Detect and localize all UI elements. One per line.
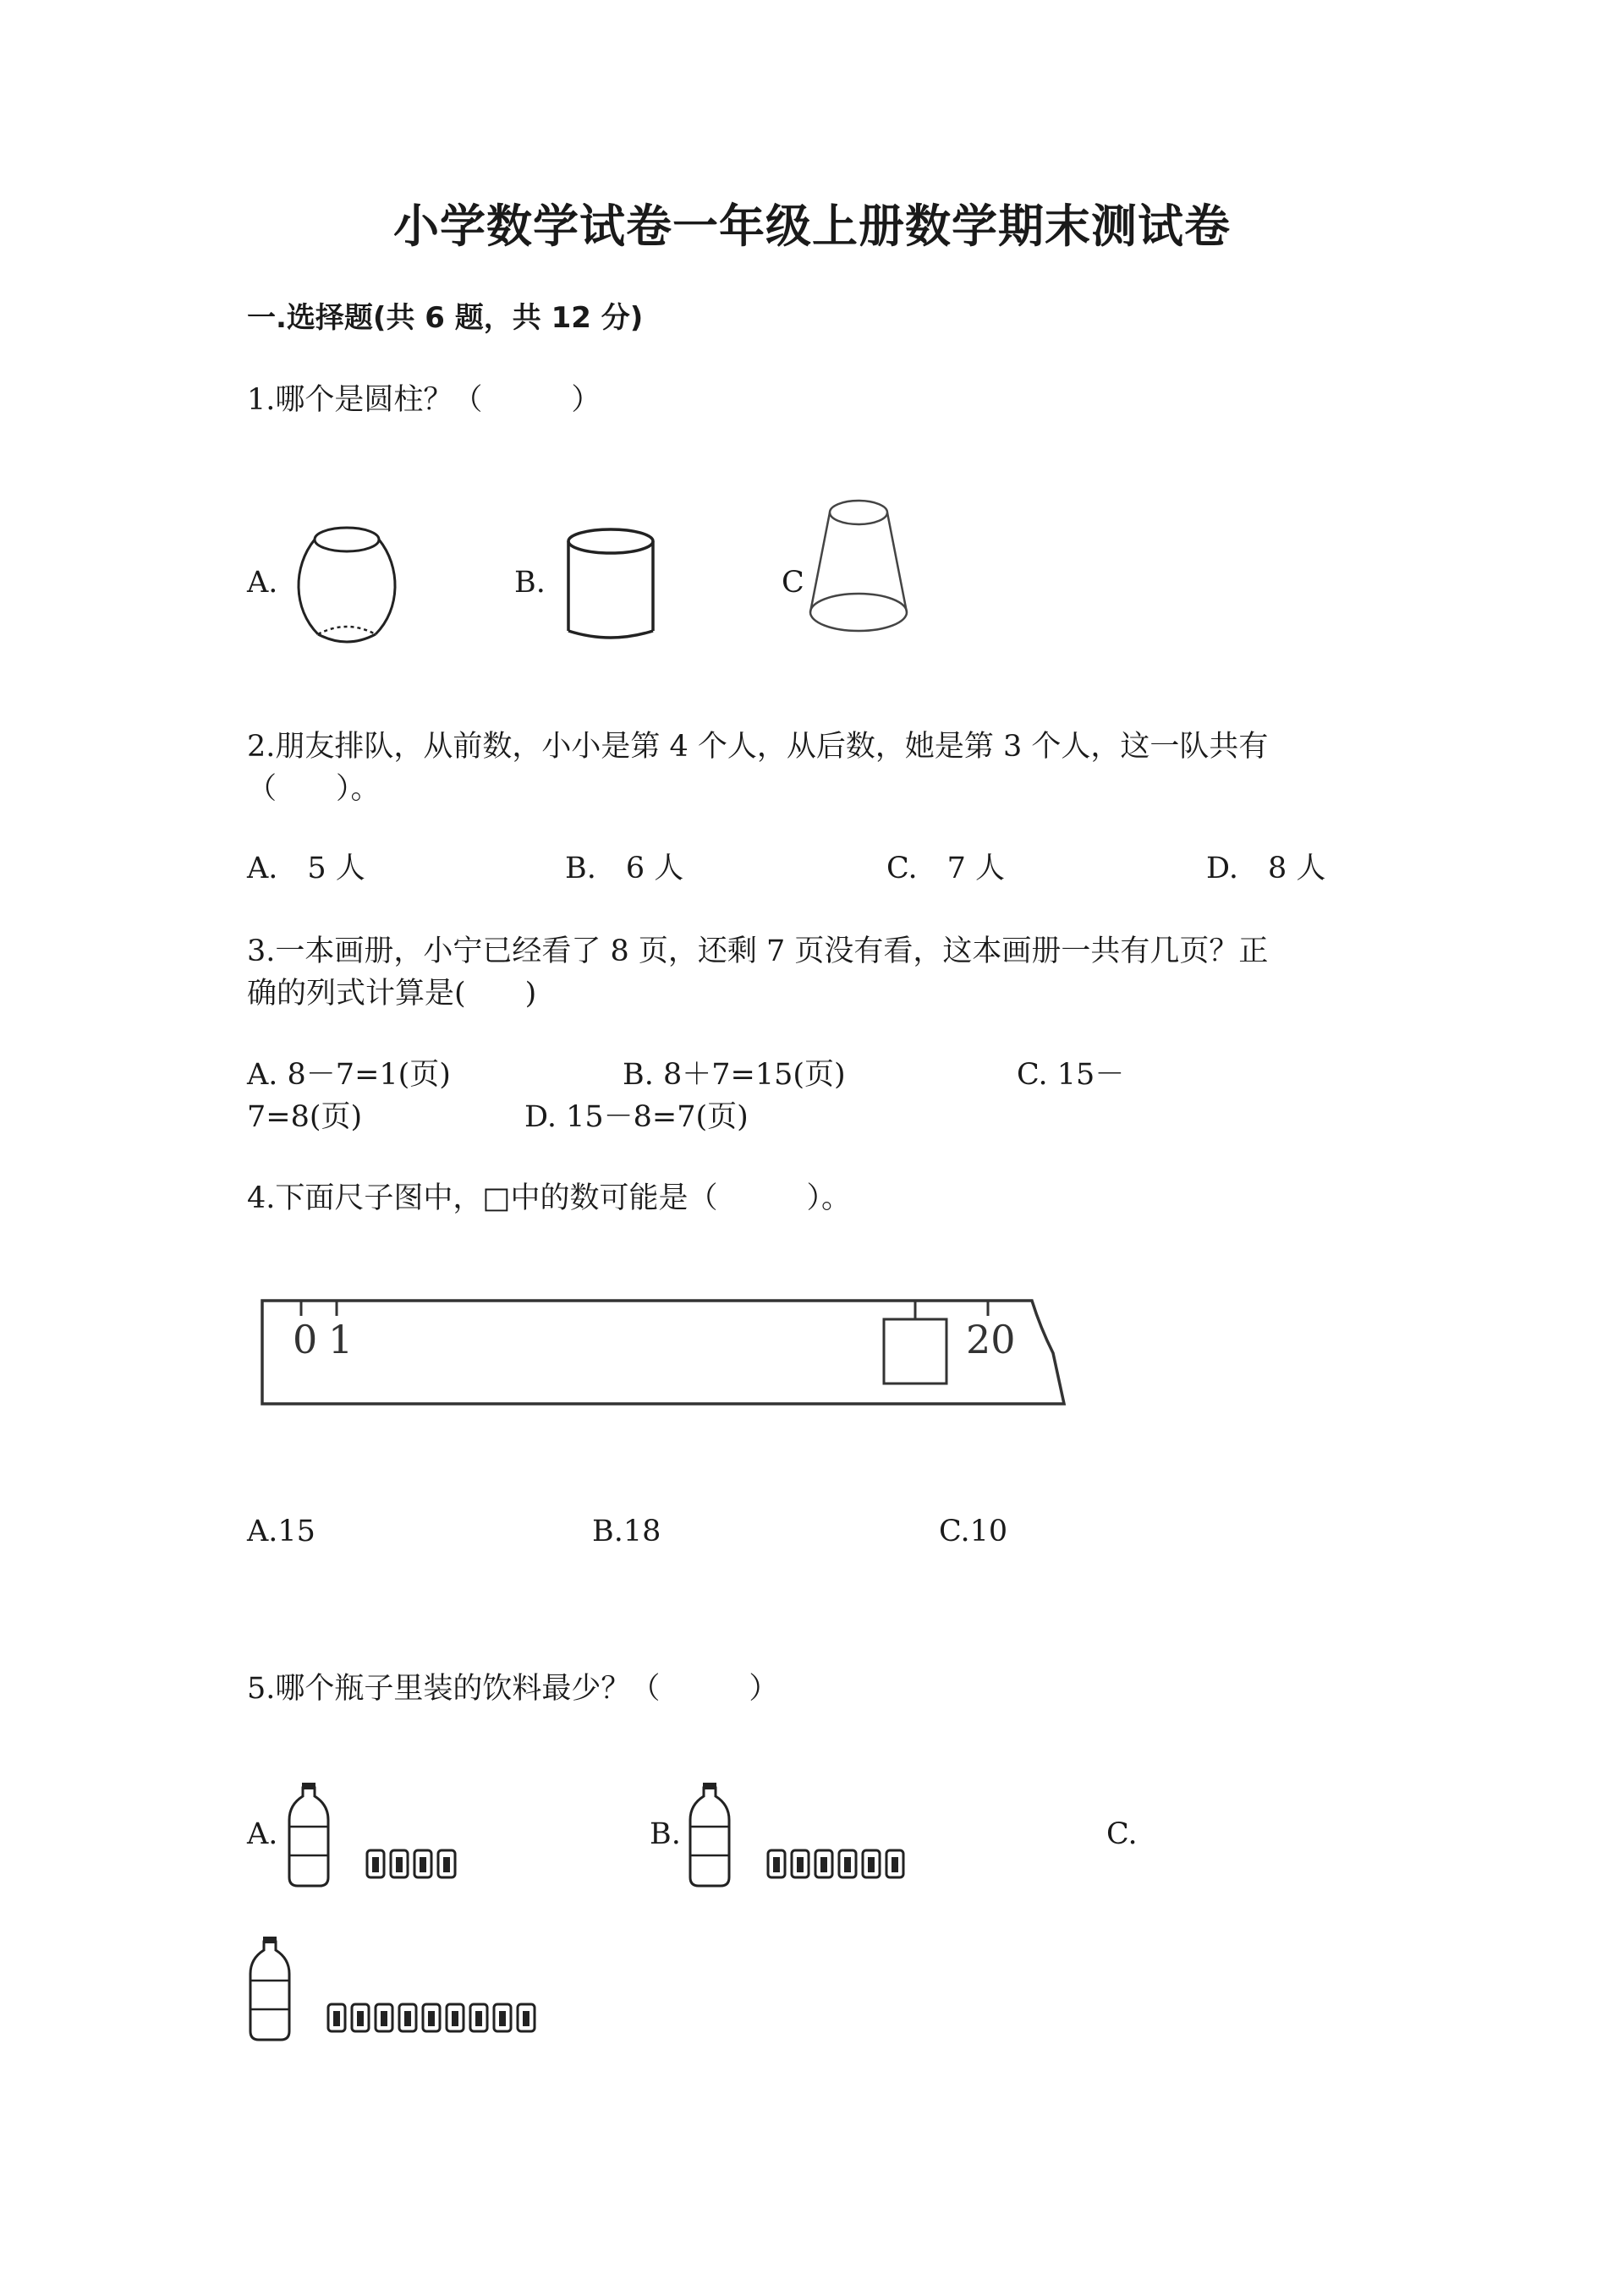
bottle-icon (289, 1783, 328, 1886)
ruler-figure (254, 1294, 1074, 1421)
blank-box (884, 1319, 946, 1384)
question-4-stem: 4.下面尺子图中，□中的数可能是（ ）。 (247, 1181, 851, 1215)
q5-option-a-label: A. (247, 1817, 278, 1851)
ruler-label-1: 1 (328, 1317, 354, 1362)
section-heading: 一.选择题(共 6 题，共 12 分) (247, 301, 644, 335)
q5-option-c-label: C. (1106, 1817, 1138, 1851)
bottle-group-a (286, 1783, 489, 1893)
ruler-label-0: 0 (293, 1317, 318, 1362)
q2-option-a: A. 5 人 (247, 852, 365, 885)
question-1-stem: 1.哪个是圆柱？（ ） (247, 383, 601, 417)
q2-option-d: D. 8 人 (1206, 852, 1326, 885)
q3-option-d: D. 15－8=7(页) (524, 1100, 749, 1134)
ruler-label-20: 20 (966, 1317, 1016, 1362)
question-2-stem-line-2: （ ）。 (247, 772, 381, 806)
bottle-group-c (247, 1937, 585, 2047)
barrel-shape-figure (288, 516, 406, 651)
bottle-icon (250, 1937, 289, 2040)
q3-option-c-part-1: C. 15－ (1017, 1058, 1125, 1092)
q4-option-c: C.10 (939, 1515, 1008, 1548)
q3-option-c-part-2: 7=8(页) (247, 1100, 363, 1134)
q5-option-b-label: B. (650, 1817, 681, 1851)
bottle-icon (690, 1783, 729, 1886)
q3-option-a: A. 8－7=1(页) (247, 1058, 451, 1092)
bottle-group-b (687, 1783, 941, 1893)
q4-option-a: A.15 (247, 1515, 315, 1548)
question-5-stem: 5.哪个瓶子里装的饮料最少？（ ） (247, 1672, 779, 1706)
page-title: 小学数学试卷一年级上册数学期末测试卷 (393, 200, 1231, 253)
question-2-stem-line-1: 2.朋友排队，从前数，小小是第 4 个人，从后数，她是第 3 个人，这一队共有 (247, 730, 1269, 764)
q3-option-b: B. 8＋7=15(页) (623, 1058, 846, 1092)
question-3-stem-line-2: 确的列式计算是( ) (247, 977, 537, 1011)
q1-option-a-label: A. (247, 566, 278, 600)
truncated-cone-figure (804, 492, 914, 644)
question-3-stem-line-1: 3.一本画册，小宁已经看了 8 页，还剩 7 页没有看，这本画册一共有几页？正 (247, 934, 1269, 968)
cylinder-figure (562, 523, 664, 649)
q1-option-c-label: C (782, 566, 804, 600)
q4-option-b: B.18 (592, 1515, 661, 1548)
q2-option-c: C. 7 人 (886, 852, 1006, 885)
q1-option-b-label: B. (514, 566, 546, 600)
q2-option-b: B. 6 人 (565, 852, 684, 885)
